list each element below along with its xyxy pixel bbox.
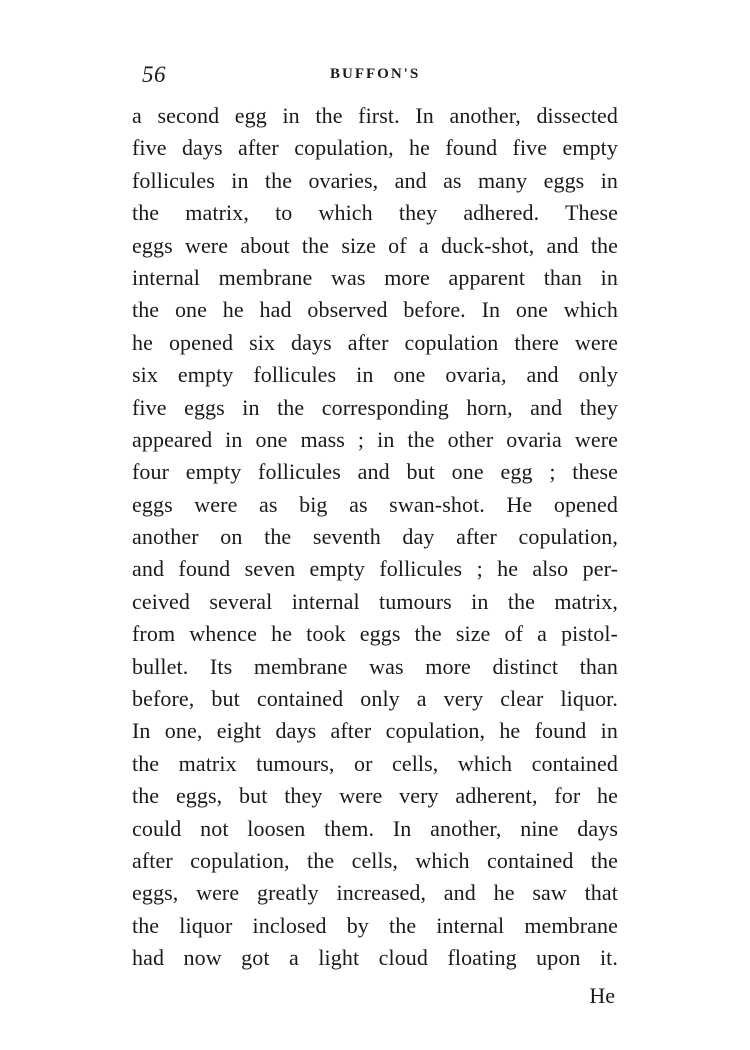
text-line: six empty follicules in one ovaria, and only [132, 362, 618, 388]
text-line: five days after copulation, he found five empty [132, 135, 618, 161]
text-line: eggs were as big as swan-shot. He opened [132, 491, 618, 517]
text-line: the eggs, but they were very adherent, for he [132, 783, 618, 809]
text-line: internal membrane was more apparent than in [132, 264, 618, 290]
text-line: a second egg in the first. In another, dissected [132, 103, 618, 128]
text-line: after copulation, the cells, which contained the [132, 847, 618, 873]
running-title: BUFFON'S [330, 66, 421, 82]
running-head [142, 62, 618, 92]
body-text [132, 100, 618, 975]
text-line: from whence he took eggs the size of a pistol- [132, 621, 618, 647]
text-line: before, but contained only a very clear liquor. [132, 686, 618, 712]
text-line: eggs were about the size of a duck-shot, and the [132, 232, 618, 258]
text-line: four empty follicules and but one egg ; these [132, 459, 618, 485]
text-line: the matrix tumours, or cells, which contained [132, 750, 618, 776]
text-line: In one, eight days after copulation, he found in [132, 718, 618, 744]
catchword: He [589, 983, 615, 1008]
text-line: could not loosen them. In another, nine days [132, 815, 618, 841]
text-line: five eggs in the corresponding horn, and they [132, 394, 618, 420]
text-line: another on the seventh day after copulation, [132, 524, 618, 550]
page-number: 56 [142, 62, 166, 87]
text-line: ceived several internal tumours in the matrix, [132, 588, 618, 614]
text-line: appeared in one mass ; in the other ovaria were [132, 426, 618, 452]
text-line: the matrix, to which they adhered. These [132, 200, 618, 226]
text-line: he opened six days after copulation there were [132, 329, 618, 355]
text-line: follicules in the ovaries, and as many eggs in [132, 167, 618, 193]
text-line: had now got a light cloud floating upon it. [132, 945, 618, 971]
text-line: eggs, were greatly increased, and he saw that [132, 880, 618, 906]
text-line: the liquor inclosed by the internal membrane [132, 912, 618, 938]
text-line: the one he had observed before. In one which [132, 297, 618, 323]
text-line: bullet. Its membrane was more distinct than [132, 653, 618, 679]
text-line: and found seven empty follicules ; he also per- [132, 556, 618, 582]
